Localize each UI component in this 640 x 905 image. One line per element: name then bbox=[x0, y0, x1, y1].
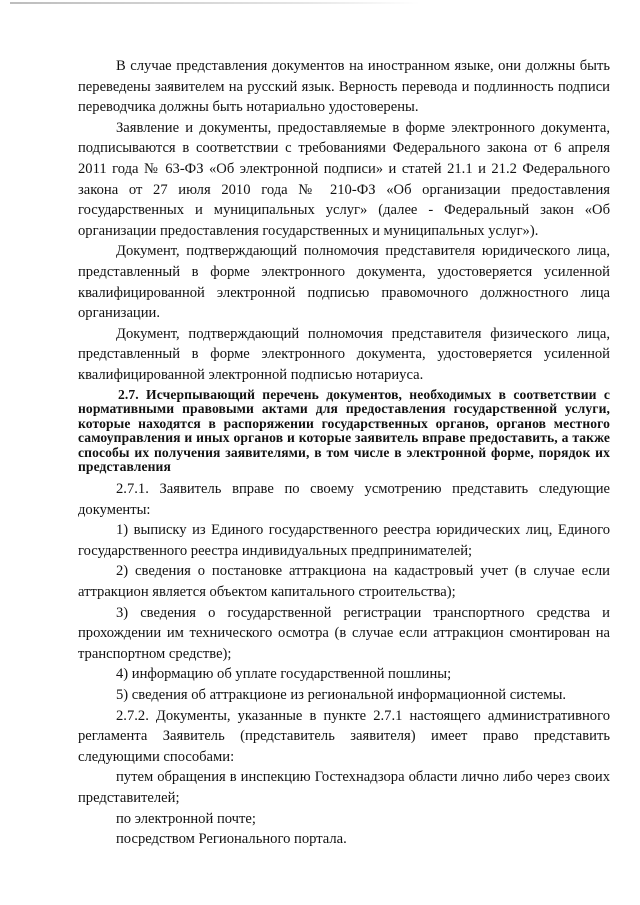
paragraph-electronic-form: Заявление и документы, предоставляемые в форме электронного документа, подписываются в соответствии с требованиями Федерального закона от 6 апреля 2011 года № 63-ФЗ «Об электронной подписи» и статей 21.1 и 21.2 Федерального закона от 27 июля 2010 года № 210-ФЗ «Об организации предоставления государственных и муниципальных услуг» (далее - Федеральный закон «Об организации предоставления государственных и муниципальных услуг»). bbox=[78, 119, 610, 239]
list-item-4: 4) информацию об уплате государственной пошлины; bbox=[116, 666, 452, 683]
paragraph-legal-entity-authority: Документ, подтверждающий полномочия представителя юридического лица, представленный в форме электронного документа, удостоверяется усиленной квалифицированной электронной подписью правомочного должностного лица организации. bbox=[78, 243, 610, 322]
list-item-3: 3) сведения о государственной регистрации транспортного средства и прохождении им технического осмотра (в случае если аттракцион смонтирован на транспортном средстве); bbox=[78, 604, 610, 662]
document-page bbox=[78, 56, 610, 850]
method-regional-portal: посредством Регионального портала. bbox=[116, 831, 347, 848]
paragraph-individual-authority: Документ, подтверждающий полномочия представителя физического лица, представленный в форме электронного документа, удостоверяется усиленной квалифицированной электронной подписью нотариуса. bbox=[78, 325, 610, 383]
scan-edge-mark bbox=[10, 2, 420, 4]
method-email: по электронной почте; bbox=[116, 810, 256, 827]
list-item-2: 2) сведения о постановке аттракциона на кадастровый учет (в случае если аттракцион является объектом капитального строительства); bbox=[78, 563, 610, 601]
paragraph-foreign-language: В случае представления документов на иностранном языке, они должны быть переведены заявителем на русский язык. Верность перевода и подлинность подписи переводчика должны быть нотариально удостоверены. bbox=[78, 58, 610, 116]
list-item-5: 5) сведения об аттракционе из региональной информационной системы. bbox=[116, 687, 567, 703]
method-in-person: путем обращения в инспекцию Гостехнадзора области лично либо через своих представителей; bbox=[78, 769, 610, 806]
section-heading-2-7: 2.7. Исчерпывающий перечень документов, необходимых в соответствии с нормативными правовыми актами для предоставления государственной услуги, которые находятся в распоряжении государственных органов, органов местного самоуправления и иных органов и которые заявитель вправе предоставить, а также способы их получения заявителями, в том числе в электронной форме, порядок их представления bbox=[78, 386, 610, 475]
clause-2-7-1: 2.7.1. Заявитель вправе по своему усмотрению представить следующие документы: bbox=[78, 481, 610, 518]
list-item-1: 1) выписку из Единого государственного реестра юридических лиц, Единого государственного реестра индивидуальных предпринимателей; bbox=[78, 522, 610, 559]
clause-2-7-2: 2.7.2. Документы, указанные в пункте 2.7.1 настоящего административного регламента Заявитель (представитель заявителя) имеет право представить следующими способами: bbox=[78, 707, 610, 765]
